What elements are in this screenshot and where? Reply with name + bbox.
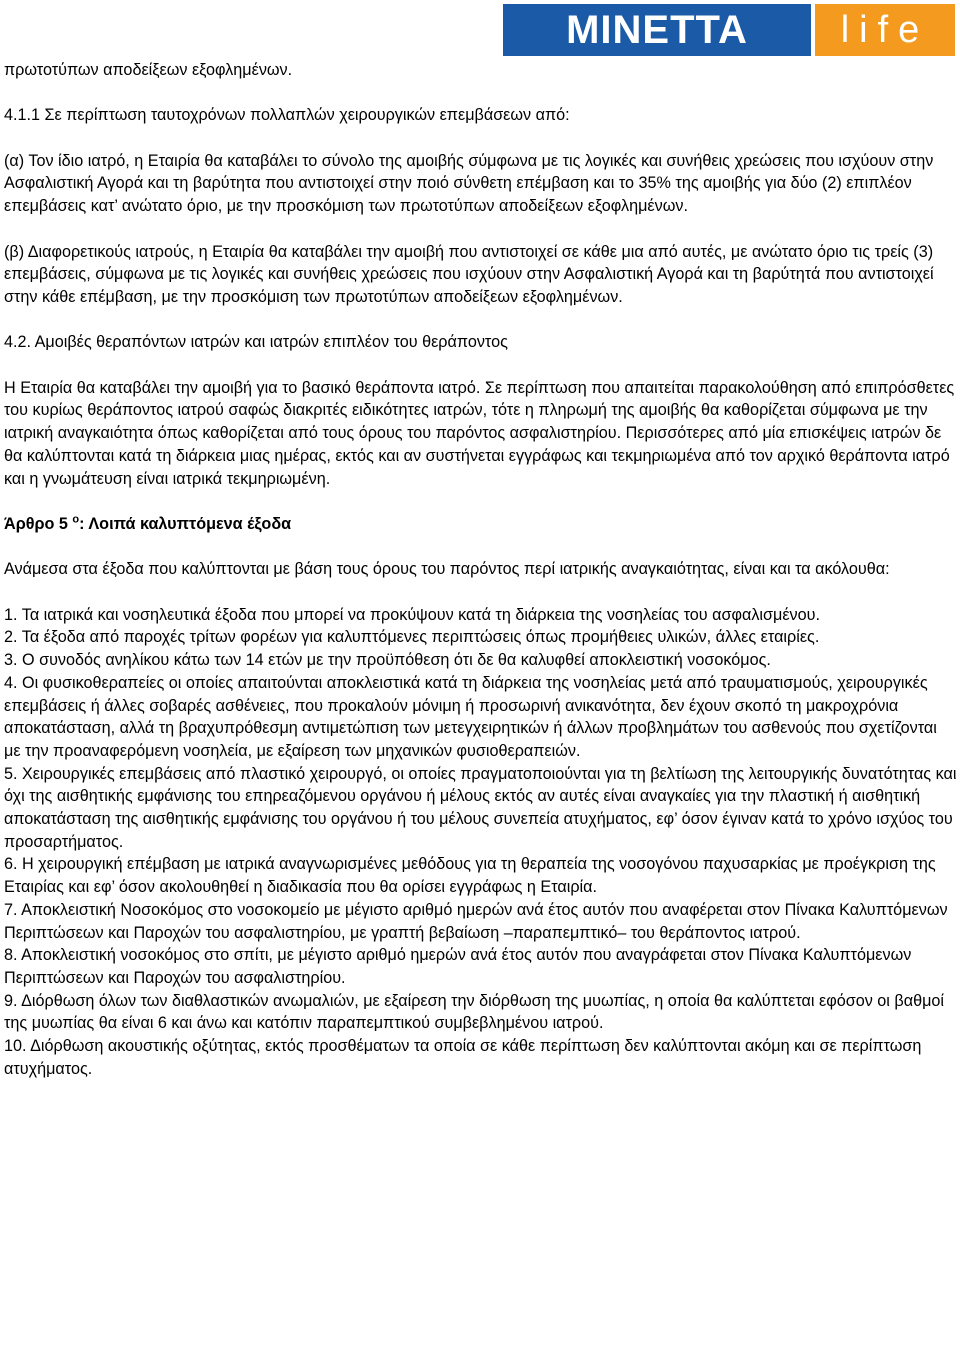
list-item: 9. Διόρθωση όλων των διαθλαστικών ανωμαλιών, με εξαίρεση την διόρθωση της μυωπίας, η οποία θα καλύπτεται εφόσον οι βαθμοί της μυωπίας θα είναι 6 και άνω και κατόπιν παραπεμπτικού συμβεβλημένου ιατρού. bbox=[4, 991, 945, 1033]
list-item: 4. Οι φυσικοθεραπείες οι οποίες απαιτούνται αποκλειστικά κατά τη διάρκεια της νοσηλείας μετά από τραυματισμούς, χειρουργικές επεμβάσεις ή άλλες σοβαρές ασθένειες, που προκαλούν μόνιμη ή προσωρινή ανικανότητα, δεν έχουν σκοπό τη μακροχρόνια αποκατάσταση, αλλά τη βραχυπρόθεσμη αντιμετώπιση των μετεγχειρητικών ή άλλων προβλημάτων του ασθενούς που σχετίζονται με την προαναφερόμενη νοσηλεία, με εξαίρεση των μηχανικών φυσιοθεραπειών. bbox=[4, 673, 937, 760]
article-5-heading-post: : Λοιπά καλυπτόμενα έξοδα bbox=[79, 514, 292, 533]
list-item: 1. Τα ιατρικά και νοσηλευτικά έξοδα που μπορεί να προκύψουν κατά τη διάρκεια της νοσηλείας του ασφαλισμένου. bbox=[4, 605, 821, 624]
section-4-2-title: 4.2. Αμοιβές θεραπόντων ιατρών και ιατρών επιπλέον του θεράποντος bbox=[4, 333, 508, 352]
article-5-heading-pre: Άρθρο 5 bbox=[4, 514, 68, 533]
article-5-heading-sup: ο bbox=[72, 513, 80, 526]
company-logo bbox=[503, 4, 955, 56]
logo-minetta-block: MINETTA bbox=[503, 4, 811, 56]
section-4-2-body: Η Εταιρία θα καταβάλει την αμοιβή για το βασικό θεράποντα ιατρό. Σε περίπτωση που απαιτείται παρακολούθηση από επιπρόσθετες του κυρίως θεράποντος ιατρού σαφώς διακριτές ειδικότητες ιατρών, τότε η πληρωμή της αμοιβής θα καθορίζεται σύμφωνα με την ιατρική αναγκαιότητα όπως καθορίζεται από τους όρους του παρόντος ασφαλιστηρίου. Περισσότερες από μία επισκέψεις ιατρών δε θα καλύπτονται κατά τη διάρκεια μιας ημέρας, εκτός και αν συστήνεται εγγράφως και τεκμηριωμένα από τον αρχικό θεράποντα ιατρό και η γνωμάτευση είναι ιατρικά τεκμηριωμένη. bbox=[4, 378, 955, 488]
section-4-1-1: 4.1.1 Σε περίπτωση ταυτοχρόνων πολλαπλών χειρουργικών επεμβάσεων από: bbox=[4, 106, 570, 125]
list-item: 6. Η χειρουργική επέμβαση με ιατρικά αναγνωρισμένες μεθόδους για τη θεραπεία της νοσογόνου παχυσαρκίας με προέγκριση της Εταιρίας και εφ’ όσον ακολουθηθεί η διαδικασία που θα ορίσει εγγράφως η Εταιρία. bbox=[4, 855, 936, 897]
paragraph-a: (α) Τον ίδιο ιατρό, η Εταιρία θα καταβάλει το σύνολο της αμοιβής σύμφωνα με τις λογικές και συνήθεις χρεώσεις που ισχύουν στην Ασφαλιστική Αγορά και τη βαρύτητα που αντιστοιχεί στην ποιό σύνθετη επέμβαση και το 35% της αμοιβής για δύο (2) επιπλέον επεμβάσεις κατ’ ανώτατο όριο, με την προσκόμιση των πρωτοτύπων αποδείξεων εξοφλημένων. bbox=[4, 151, 934, 216]
article-5-intro: Ανάμεσα στα έξοδα που καλύπτονται με βάση τους όρους του παρόντος περί ιατρικής αναγκαιότητας, είναι και τα ακόλουθα: bbox=[4, 560, 890, 579]
covered-expenses-list bbox=[4, 604, 957, 1081]
paragraph-continuation: πρωτοτύπων αποδείξεων εξοφλημένων. bbox=[4, 61, 293, 79]
paragraph-b: (β) Διαφορετικούς ιατρούς, η Εταιρία θα καταβάλει την αμοιβή που αντιστοιχεί σε κάθε μια από αυτές, με ανώτατο όριο τις τρείς (3) επεμβάσεις, σύμφωνα με τις λογικές και συνήθεις χρεώσεις που ισχύουν στην Ασφαλιστική Αγορά και τη βαρύτητά που αντιστοιχεί στην κάθε επέμβαση, με την προσκόμιση των πρωτοτύπων αποδείξεων εξοφλημένων. bbox=[4, 242, 934, 306]
list-item: 5. Χειρουργικές επεμβάσεις από πλαστικό χειρουργό, οι οποίες πραγματοποιούνται για τη βελτίωση της λειτουργικής δυνατότητας και όχι της αισθητικής εμφάνισης του επηρεαζόμενου οργάνου ή μέλους εκτός αν αυτές είναι αναγκαίες για την πλαστική ή αισθητική αποκατάσταση της αισθητικής εμφάνισης του οργάνου ή του μέλους συνεπεία ατυχήματος, εφ’ όσον έγιναν κατά το χρόνο ισχύος του προσαρτήματος. bbox=[4, 764, 957, 851]
article-5-heading bbox=[4, 513, 957, 536]
document-body bbox=[4, 59, 957, 1081]
logo-life-block: life bbox=[815, 4, 955, 56]
list-item: 2. Τα έξοδα από παροχές τρίτων φορέων για καλυπτόμενες περιπτώσεις όπως προμήθειες υλικών, άλλες εταιρίες. bbox=[4, 628, 820, 647]
list-item: 7. Αποκλειστική Νοσοκόμος στο νοσοκομείο με μέγιστο αριθμό ημερών ανά έτος αυτόν που αναφέρεται στον Πίνακα Καλυπτόμενων Περιπτώσεων και Παροχών του ασφαλιστηρίου, με γραπτή βεβαίωση –παραπεμπτικό– του θεράποντος ιατρού. bbox=[4, 900, 948, 942]
list-item: 8. Αποκλειστική νοσοκόμος στο σπίτι, με μέγιστο αριθμό ημερών ανά έτος αυτόν που αναγράφεται στον Πίνακα Καλυπτόμενων Περιπτώσεων και Παροχών του ασφαλιστηρίου. bbox=[4, 946, 912, 987]
list-item: 3. Ο συνοδός ανηλίκου κάτω των 14 ετών με την προϋπόθεση ότι δε θα καλυφθεί αποκλειστική νοσοκόμος. bbox=[4, 651, 771, 670]
list-item: 10. Διόρθωση ακουστικής οξύτητας, εκτός προσθέματων τα οποία σε κάθε περίπτωση δεν καλύπτονται ακόμη και σε περίπτωση ατυχήματος. bbox=[4, 1037, 922, 1078]
